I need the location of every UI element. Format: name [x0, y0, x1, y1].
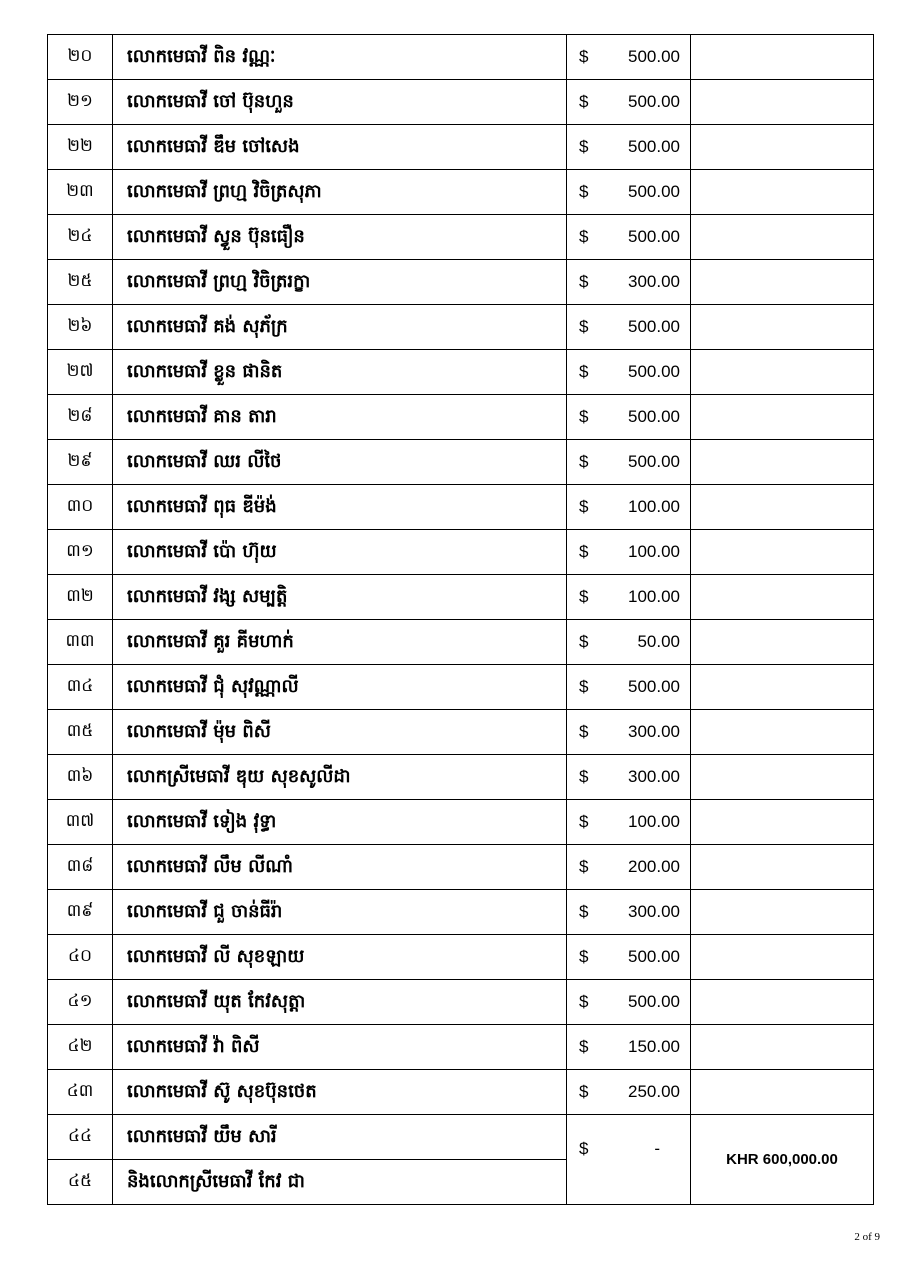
note-cell — [691, 665, 874, 710]
donor-name: លោកមេធាវី យុត កែវសុត្តា — [113, 980, 567, 1025]
amount-value: 500.00 — [628, 47, 680, 66]
currency-symbol: $ — [579, 47, 589, 66]
donor-name: លោកមេធាវី ឈរ លីថៃ — [113, 440, 567, 485]
page-number: 2 of 9 — [854, 1231, 880, 1243]
amount-cell — [567, 665, 691, 710]
amount-cell — [567, 350, 691, 395]
row-number: ២៦ — [48, 305, 113, 350]
currency-symbol: $ — [579, 317, 589, 336]
amount-cell — [567, 395, 691, 440]
currency-symbol: $ — [579, 362, 589, 381]
note-cell — [691, 1070, 874, 1115]
amount-cell — [567, 440, 691, 485]
table-row — [48, 530, 874, 575]
amount-value: 500.00 — [628, 92, 680, 111]
note-cell — [691, 800, 874, 845]
amount-cell — [567, 935, 691, 980]
row-number: ២២ — [48, 125, 113, 170]
amount-value: 500.00 — [628, 947, 680, 966]
note-cell — [691, 530, 874, 575]
amount-cell — [567, 530, 691, 575]
donor-name: លោកមេធាវី វង្ស សម្បត្តិ — [113, 575, 567, 620]
table-row — [48, 1025, 874, 1070]
note-cell — [691, 35, 874, 80]
amount-value: - — [654, 1138, 660, 1158]
currency-symbol: $ — [579, 227, 589, 246]
currency-symbol: $ — [579, 677, 589, 696]
note-cell: KHR 600,000.00 — [691, 1115, 874, 1205]
row-number: ២៧ — [48, 350, 113, 395]
note-cell — [691, 80, 874, 125]
note-cell — [691, 440, 874, 485]
currency-symbol: $ — [579, 1082, 589, 1101]
table-row — [48, 755, 874, 800]
table-row — [48, 890, 874, 935]
donor-name: លោកមេធាវី ឌឹម ចៅសេង — [113, 125, 567, 170]
table-row — [48, 170, 874, 215]
note-cell — [691, 890, 874, 935]
donor-name: លោកមេធាវី ព្រហ្ម វិចិត្រសុភា — [113, 170, 567, 215]
amount-value: 500.00 — [628, 452, 680, 471]
amount-value: 500.00 — [628, 137, 680, 156]
currency-symbol: $ — [579, 767, 589, 786]
note-cell — [691, 575, 874, 620]
donor-name: លោកស្រីមេធាវី ឌុយ សុខសូលីដា — [113, 755, 567, 800]
row-number: ២៣ — [48, 170, 113, 215]
currency-symbol: $ — [579, 407, 589, 426]
donor-name: លោកមេធាវី ម៉ុម ពិសី — [113, 710, 567, 755]
row-number: ៤៥ — [48, 1160, 113, 1205]
row-number: ៤១ — [48, 980, 113, 1025]
table-row — [48, 710, 874, 755]
note-cell — [691, 485, 874, 530]
currency-symbol: $ — [579, 1037, 589, 1056]
currency-symbol: $ — [579, 542, 589, 561]
currency-symbol: $ — [579, 497, 589, 516]
table-row — [48, 620, 874, 665]
row-number: ៤៤ — [48, 1115, 113, 1160]
note-cell — [691, 170, 874, 215]
donor-name: លោកមេធាវី លឹម លីណាំ — [113, 845, 567, 890]
amount-cell — [567, 1025, 691, 1070]
row-number: ២០ — [48, 35, 113, 80]
donor-name: លោកមេធាវី ចៅ ប៊ុនហួន — [113, 80, 567, 125]
amount-cell — [567, 710, 691, 755]
amount-value: 500.00 — [628, 182, 680, 201]
amount-value: 500.00 — [628, 407, 680, 426]
amount-cell — [567, 1070, 691, 1115]
donations-table-body — [48, 35, 874, 1205]
row-number: ៤២ — [48, 1025, 113, 1070]
amount-cell — [567, 215, 691, 260]
currency-symbol: $ — [579, 1138, 589, 1158]
note-cell — [691, 395, 874, 440]
donor-name: លោកមេធាវី ពិន វណ្ណៈ — [113, 35, 567, 80]
amount-value: 500.00 — [628, 317, 680, 336]
currency-symbol: $ — [579, 812, 589, 831]
note-cell — [691, 260, 874, 305]
row-number: ៤០ — [48, 935, 113, 980]
amount-value: 300.00 — [628, 272, 680, 291]
table-row — [48, 305, 874, 350]
currency-symbol: $ — [579, 857, 589, 876]
donor-name: លោកមេធាវី គាន តារា — [113, 395, 567, 440]
amount-value: 250.00 — [628, 1082, 680, 1101]
amount-value: 300.00 — [628, 722, 680, 741]
row-number: ៤៣ — [48, 1070, 113, 1115]
table-row — [48, 35, 874, 80]
row-number: ៣១ — [48, 530, 113, 575]
donor-name: លោកមេធាវី គង់ សុភ័ក្រ — [113, 305, 567, 350]
amount-value: 100.00 — [628, 542, 680, 561]
note-cell — [691, 350, 874, 395]
donor-name: លោកមេធាវី ពុធ ឌីម៉ង់ — [113, 485, 567, 530]
amount-value: 150.00 — [628, 1037, 680, 1056]
amount-cell — [567, 1115, 691, 1205]
table-row — [48, 1070, 874, 1115]
donor-name: លោកមេធាវី ទៀង វុទ្ធា — [113, 800, 567, 845]
amount-cell — [567, 620, 691, 665]
note-cell — [691, 125, 874, 170]
amount-cell — [567, 485, 691, 530]
row-number: ៣៦ — [48, 755, 113, 800]
donor-name: លោកមេធាវី ព្រហ្ម វិចិត្ររក្ខា — [113, 260, 567, 305]
table-row — [48, 125, 874, 170]
currency-symbol: $ — [579, 272, 589, 291]
table-row — [48, 215, 874, 260]
table-row — [48, 350, 874, 395]
table-row — [48, 440, 874, 485]
amount-value: 500.00 — [628, 227, 680, 246]
currency-symbol: $ — [579, 452, 589, 471]
amount-cell — [567, 980, 691, 1025]
note-cell — [691, 1025, 874, 1070]
donor-name: លោកមេធាវី ស៊ូ សុខប៊ុនថេត — [113, 1070, 567, 1115]
donor-name: លោកមេធាវី លី សុខឡាយ — [113, 935, 567, 980]
table-row — [48, 800, 874, 845]
amount-cell — [567, 305, 691, 350]
currency-symbol: $ — [579, 902, 589, 921]
table-row — [48, 485, 874, 530]
amount-cell — [567, 845, 691, 890]
row-number: ៣៥ — [48, 710, 113, 755]
row-number: ៣៧ — [48, 800, 113, 845]
donations-table — [47, 34, 874, 1205]
donor-name: លោកមេធាវី ជួ ចាន់ធីរ៉ា — [113, 890, 567, 935]
table-row — [48, 845, 874, 890]
amount-cell — [567, 80, 691, 125]
donor-name: លោកមេធាវី ប៉ោ ហ៊ុយ — [113, 530, 567, 575]
note-cell — [691, 710, 874, 755]
row-number: ២៤ — [48, 215, 113, 260]
currency-symbol: $ — [579, 587, 589, 606]
row-number: ៣២ — [48, 575, 113, 620]
amount-cell — [567, 575, 691, 620]
row-number: ៣៤ — [48, 665, 113, 710]
donor-name: លោកមេធាវី ស្វួន ប៊ុនធឿន — [113, 215, 567, 260]
amount-value: 200.00 — [628, 857, 680, 876]
donor-name: លោកមេធាវី ជុំ សុវណ្ណាលី — [113, 665, 567, 710]
amount-value: 300.00 — [628, 767, 680, 786]
note-cell — [691, 935, 874, 980]
amount-value: 100.00 — [628, 812, 680, 831]
table-row — [48, 665, 874, 710]
amount-cell — [567, 890, 691, 935]
currency-symbol: $ — [579, 947, 589, 966]
table-row — [48, 575, 874, 620]
note-cell — [691, 755, 874, 800]
amount-value: 500.00 — [628, 362, 680, 381]
amount-cell — [567, 170, 691, 215]
note-cell — [691, 305, 874, 350]
amount-value: 100.00 — [628, 497, 680, 516]
note-cell — [691, 845, 874, 890]
amount-value: 300.00 — [628, 902, 680, 921]
donor-name: លោកមេធាវី គួរ គីមហាក់ — [113, 620, 567, 665]
table-row — [48, 1115, 874, 1160]
currency-symbol: $ — [579, 182, 589, 201]
note-cell — [691, 620, 874, 665]
donor-name: លោកមេធាវី វ៉ា ពិសី — [113, 1025, 567, 1070]
donor-name: និងលោកស្រីមេធាវី កែវ ជា — [113, 1160, 567, 1205]
row-number: ២១ — [48, 80, 113, 125]
donor-name: លោកមេធាវី យឹម សារី — [113, 1115, 567, 1160]
amount-value: 500.00 — [628, 992, 680, 1011]
amount-cell — [567, 125, 691, 170]
currency-symbol: $ — [579, 137, 589, 156]
amount-cell — [567, 35, 691, 80]
table-row — [48, 395, 874, 440]
currency-symbol: $ — [579, 992, 589, 1011]
table-row — [48, 260, 874, 305]
row-number: ៣៣ — [48, 620, 113, 665]
row-number: ៣៩ — [48, 890, 113, 935]
row-number: ២៥ — [48, 260, 113, 305]
currency-symbol: $ — [579, 632, 589, 651]
amount-cell — [567, 260, 691, 305]
currency-symbol: $ — [579, 722, 589, 741]
amount-value: 100.00 — [628, 587, 680, 606]
amount-value: 50.00 — [637, 632, 680, 651]
note-cell — [691, 980, 874, 1025]
row-number: ២៩ — [48, 440, 113, 485]
note-cell — [691, 215, 874, 260]
row-number: ២៨ — [48, 395, 113, 440]
row-number: ៣៨ — [48, 845, 113, 890]
table-row — [48, 980, 874, 1025]
table-row — [48, 80, 874, 125]
donor-name: លោកមេធាវី ខ្លួន ផានិត — [113, 350, 567, 395]
table-row — [48, 935, 874, 980]
amount-cell — [567, 755, 691, 800]
currency-symbol: $ — [579, 92, 589, 111]
row-number: ៣០ — [48, 485, 113, 530]
amount-value: 500.00 — [628, 677, 680, 696]
amount-cell — [567, 800, 691, 845]
